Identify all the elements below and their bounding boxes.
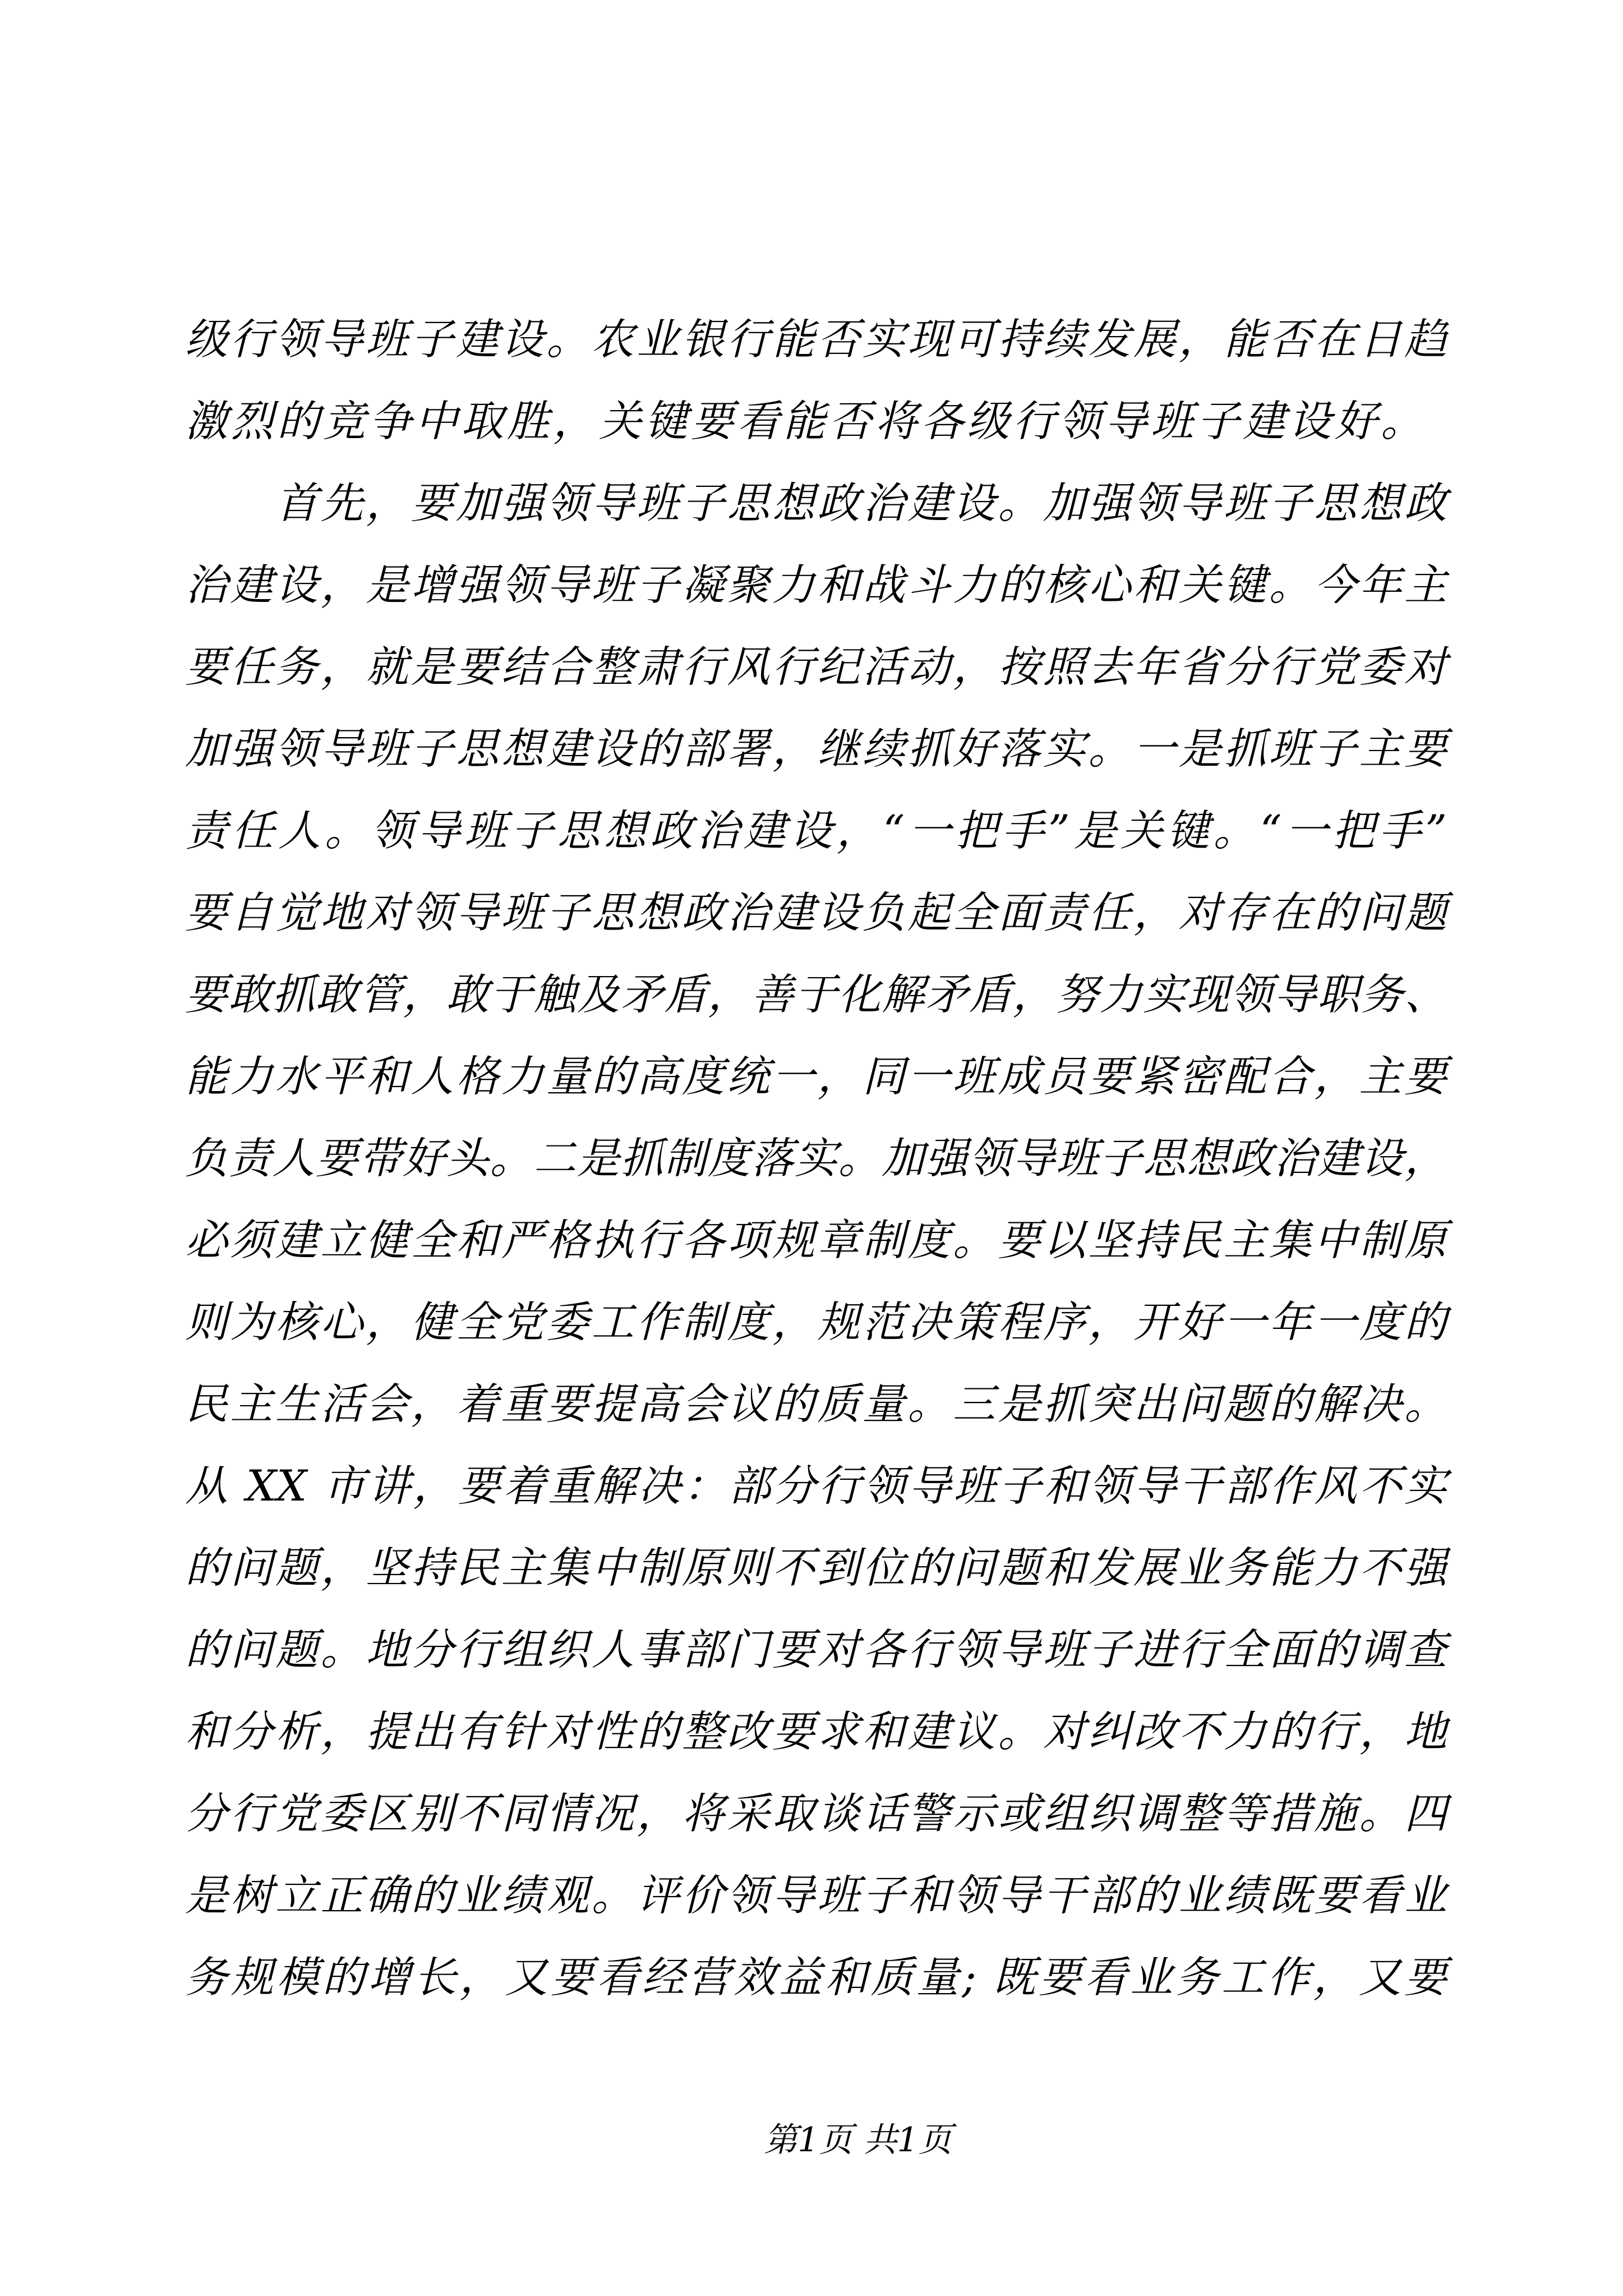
text-line: 责任人。领导班子思想政治建设，“一把手”是关键。“一把手”: [185, 806, 1447, 855]
text-line: 的问题。地分行组织人事部门要对各行领导班子进行全面的调查: [185, 1625, 1447, 1674]
text-line: 民主生活会，着重要提高会议的质量。三是抓突出问题的解决。: [185, 1379, 1447, 1429]
text-line: 要任务，就是要结合整肃行风行纪活动，按照去年省分行党委对: [185, 642, 1447, 692]
page-number-label: 第1页 共1页: [764, 2120, 952, 2160]
text-line: 是树立正确的业绩观。评价领导班子和领导干部的业绩既要看业: [185, 1870, 1447, 1920]
text-line: 负责人要带好头。二是抓制度落实。加强领导班子思想政治建设，: [185, 1133, 1447, 1183]
text-line: 加强领导班子思想建设的部署，继续抓好落实。一是抓班子主要: [185, 724, 1447, 774]
document-body: [185, 298, 1447, 2018]
text-line: 能力水平和人格力量的高度统一，同一班成员要紧密配合，主要: [185, 1051, 1447, 1101]
text-line: 激烈的竞争中取胜，关键要看能否将各级行领导班子建设好。: [185, 396, 1427, 446]
text-line: 分行党委区别不同情况，将采取谈话警示或组织调整等措施。四: [185, 1788, 1447, 1838]
text-line: 级行领导班子建设。农业银行能否实现可持续发展，能否在日趋: [185, 314, 1447, 364]
text-line: 必须建立健全和严格执行各项规章制度。要以坚持民主集中制原: [185, 1215, 1447, 1265]
text-line: 的问题，坚持民主集中制原则不到位的问题和发展业务能力不强: [185, 1543, 1447, 1593]
text-line: 治建设，是增强领导班子凝聚力和战斗力的核心和关键。今年主: [185, 560, 1447, 610]
text-line: 要敢抓敢管，敢于触及矛盾，善于化解矛盾，努力实现领导职务、: [185, 969, 1447, 1019]
text-line: 从 XX 市讲，要着重解决：部分行领导班子和领导干部作风不实: [185, 1461, 1447, 1511]
text-line: 则为核心，健全党委工作制度，规范决策程序，开好一年一度的: [185, 1297, 1447, 1347]
text-line: 首先，要加强领导班子思想政治建设。加强领导班子思想政: [185, 478, 1447, 528]
text-line: 要自觉地对领导班子思想政治建设负起全面责任，对存在的问题: [185, 887, 1447, 937]
text-line: 和分析，提出有针对性的整改要求和建议。对纠改不力的行，地: [185, 1706, 1447, 1756]
text-line: 务规模的增长，又要看经营效益和质量; 既要看业务工作，又要: [185, 1952, 1447, 2002]
page-footer: [185, 2119, 1447, 2161]
